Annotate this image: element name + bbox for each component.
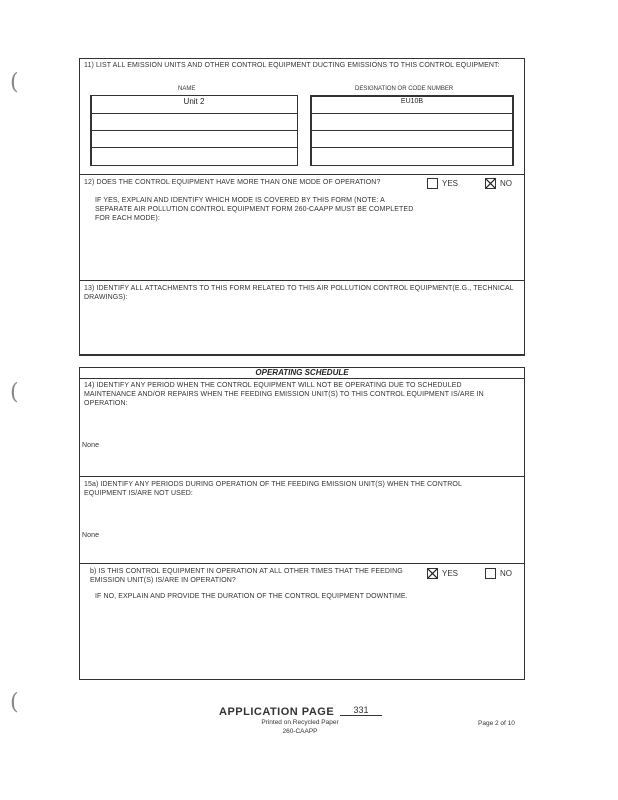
- q12-no-label: NO: [500, 179, 512, 188]
- application-page-label: APPLICATION PAGE: [219, 706, 335, 718]
- table-rule: [310, 147, 514, 148]
- q12-yes-label: YES: [442, 179, 459, 188]
- section-operating-frame: [79, 367, 525, 680]
- section-divider: [79, 563, 525, 564]
- form-code: 260-CAAPP: [282, 728, 318, 735]
- code-cell[interactable]: [312, 149, 512, 163]
- q15b-explain: IF NO, EXPLAIN AND PROVIDE THE DURATION OF THE CONTROL EQUIPMENT DOWNTIME.: [95, 593, 408, 600]
- table-rule: [310, 113, 514, 114]
- q15a-text: 15a) IDENTIFY ANY PERIODS DURING OPERATION OF THE FEEDING EMISSION UNIT(S) WHEN THE CONTROL EQUIPMENT IS/ARE NOT USED:: [84, 481, 462, 497]
- q15b-text: b) IS THIS CONTROL EQUIPMENT IN OPERATION AT ALL OTHER TIMES THAT THE FEEDING EMISSION UNIT(S) IS/ARE IN OPERATION?: [90, 568, 403, 584]
- section-divider: [79, 280, 525, 281]
- printed-on-recycled-paper: Printed on Recycled Paper: [261, 719, 339, 726]
- q14-text: 14) IDENTIFY ANY PERIOD WHEN THE CONTROL EQUIPMENT WILL NOT BE OPERATING DUE TO SCHEDULED MAINTENANCE AND/OR REPAIRS WHEN THE FEEDING EMISSION UNIT(S) TO THIS CONTROL EQUIPMENT IS/ARE IN OPERATION:: [84, 382, 484, 407]
- name-cell[interactable]: [92, 132, 296, 146]
- table-rule: [310, 130, 514, 131]
- checkmark-x-icon: [486, 179, 495, 188]
- binder-hole-mark: (: [10, 380, 19, 405]
- code-cell[interactable]: [312, 132, 512, 146]
- q15b-no-label: NO: [500, 569, 512, 578]
- q15b-yes-label: YES: [442, 569, 459, 578]
- table-rule: [90, 130, 298, 131]
- q11-text: 11) LIST ALL EMISSION UNITS AND OTHER CONTROL EQUIPMENT DUCTING EMISSIONS TO THIS CONTROL EQUIPMENT:: [84, 62, 500, 69]
- q15b-no-checkbox[interactable]: [485, 568, 496, 579]
- section-divider: [79, 476, 525, 477]
- code-cell[interactable]: EU10B: [400, 98, 424, 105]
- q12-text: 12) DOES THE CONTROL EQUIPMENT HAVE MORE THAN ONE MODE OF OPERATION?: [84, 179, 381, 186]
- q15a-answer[interactable]: None: [82, 532, 100, 539]
- code-cell[interactable]: [312, 115, 512, 129]
- q14-answer[interactable]: None: [82, 442, 100, 449]
- q12-yes-checkbox[interactable]: [427, 178, 438, 189]
- q12-no-checkbox[interactable]: [485, 178, 496, 189]
- name-cell[interactable]: Unit 2: [183, 97, 205, 106]
- section-divider: [79, 174, 525, 175]
- table-rule: [90, 147, 298, 148]
- application-page-number: 331: [340, 705, 382, 716]
- binder-hole-mark: (: [10, 690, 19, 715]
- name-cell[interactable]: [92, 149, 296, 163]
- binder-hole-mark: (: [10, 70, 19, 95]
- page-of-label: Page 2 of 10: [478, 720, 515, 727]
- code-column-header: DESIGNATION OR CODE NUMBER: [355, 86, 454, 92]
- q12-explain: IF YES, EXPLAIN AND IDENTIFY WHICH MODE IS COVERED BY THIS FORM (NOTE: A SEPARATE AIR POLLUTION CONTROL EQUIPMENT FORM 260-CAAPP MUST BE COMPLETED FOR EACH MODE):: [95, 197, 414, 222]
- name-cell[interactable]: [92, 115, 296, 129]
- table-rule: [90, 113, 298, 114]
- q13-text: 13) IDENTIFY ALL ATTACHMENTS TO THIS FORM RELATED TO THIS AIR POLLUTION CONTROL EQUIPMENT(E.G., TECHNICAL DRAWINGS):: [84, 285, 514, 301]
- operating-schedule-title: OPERATING SCHEDULE: [79, 367, 525, 379]
- q15b-yes-checkbox[interactable]: [427, 568, 438, 579]
- name-column-header: NAME: [178, 86, 196, 92]
- checkmark-x-icon: [428, 569, 437, 578]
